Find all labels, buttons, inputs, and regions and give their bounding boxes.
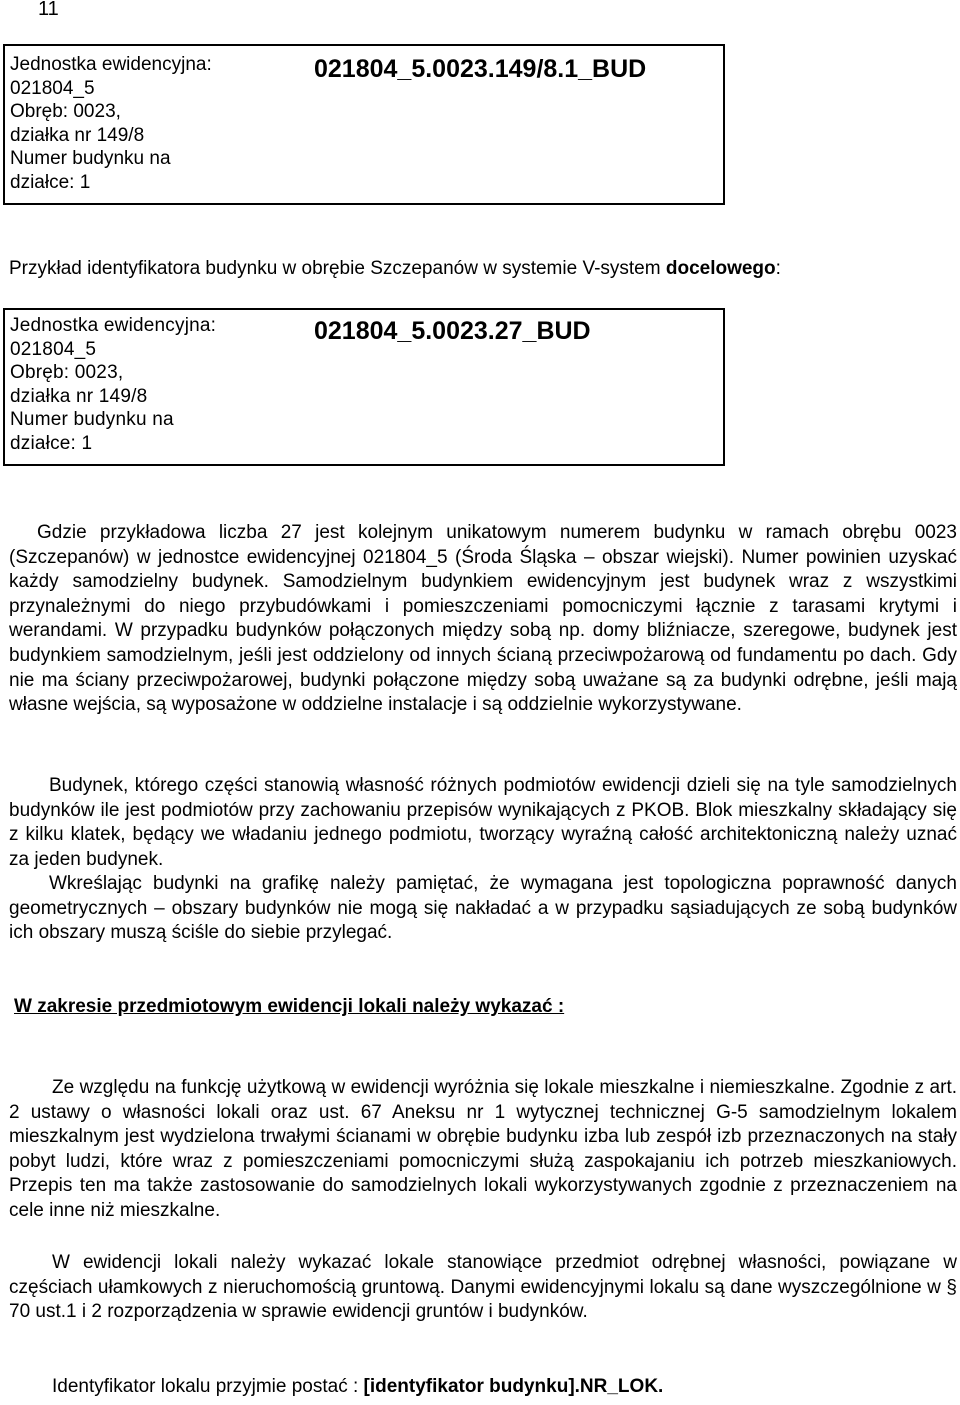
identifier-box-2 <box>3 308 725 466</box>
paragraph-ownership-text: Budynek, którego części stanowią własność różnych podmiotów ewidencji dzieli się na tyle samodzielnych budynków ile jest podmiotów przy zachowaniu przepisów wynikających z PKOB. Blok mieszkalny składający się z kilku klatek, będący we władaniu jednego podmiotu, tworzący wyraźną całość architektoniczną należy uznać za jeden budynek. <box>9 775 957 870</box>
example-heading-text: Przykład identyfikatora budynku w obrębie Szczepanów w systemie V-system <box>9 258 666 279</box>
box1-line: Obręb: 0023, <box>10 101 121 123</box>
box2-line: działka nr 149/8 <box>10 385 148 407</box>
paragraph-ownership <box>9 774 957 872</box>
example-heading-suffix: : <box>775 258 781 279</box>
box2-line: działce: 1 <box>10 432 93 454</box>
identifier-box-1-description <box>5 46 252 203</box>
page-number: 11 <box>38 0 59 20</box>
box1-line: działka nr 149/8 <box>10 124 145 146</box>
paragraph-premises-types <box>9 1076 957 1224</box>
paragraph-building-number-text: Gdzie przykładowa liczba 27 jest kolejnym unikatowym numerem budynku w ramach obrębu 0023 (Szczepanów) w jednostce ewidencyjnej 021804_5 (Środa Śląska – obszar wiejski). Numer powinien uzyskać każdy samodzielny budynek. Samodzielnym budynkiem ewidencyjnym jest budynek wraz z wszystkimi przynależnymi do niego przybudówkami i pomieszczeniami pomocniczymi łącznie z tarasami krytymi i werandami. W przypadku budynków połączonych między sobą np. domy bliźniacze, szeregowe, budynek jest budynkiem samodzielnym, jeśli jest oddzielony od innych ścianą przeciwpożarową od fundamentu po dach. Gdy nie ma ściany przeciwpożarowej, budynki połączone między sobą uważane są za budynki odrębne, jeśli mają własne wejścia, są wyposażone w oddzielne instalacje i są oddzielnie wykorzystywane. <box>9 522 957 716</box>
paragraph-premises-register <box>9 1251 957 1325</box>
box2-line: Numer budynku na <box>10 409 174 431</box>
premises-identifier-line <box>52 1376 663 1398</box>
identifier-box-1 <box>3 44 725 205</box>
box1-line: Numer budynku na <box>10 148 171 170</box>
box1-line: Jednostka ewidencyjna: <box>10 54 212 75</box>
premises-identifier-text: Identyfikator lokalu przyjmie postać : <box>52 1376 364 1397</box>
box1-line: działce: 1 <box>10 171 91 193</box>
identifier-box-2-description <box>5 310 252 464</box>
paragraph-topology-text: Wkreślając budynki na grafikę należy pamiętać, że wymagana jest topologiczna poprawność danych geometrycznych – obszary budynków nie mogą się nakładać a w przypadku sąsiadujących ze sobą budynków ich obszary muszą ściśle do siebie przylegać. <box>9 873 957 944</box>
paragraph-premises-register-text: W ewidencji lokali należy wykazać lokale stanowiące przedmiot odrębnej własności, powiązane w częściach ułamkowych z nieruchomością gruntową. Danymi ewidencyjnymi lokalu są dane wyszczególnione w § 70 ust.1 i 2 rozporządzenia w sprawie ewidencji gruntów i budynków. <box>9 1252 957 1323</box>
example-heading <box>9 258 781 280</box>
section-heading: W zakresie przedmiotowym ewidencji lokali należy wykazać : <box>14 996 565 1017</box>
paragraph-topology <box>9 872 957 946</box>
box1-line: 021804_5 <box>10 77 95 99</box>
box2-line: Jednostka ewidencyjna: <box>10 315 217 336</box>
box2-line: 021804_5 <box>10 338 97 360</box>
box2-line: Obręb: 0023, <box>10 362 124 384</box>
identifier-box-2-value: 021804_5.0023.27_BUD <box>314 317 591 345</box>
paragraph-premises-types-text: Ze względu na funkcję użytkową w ewidencji wyróżnia się lokale mieszkalne i niemieszkalne. Zgodnie z art. 2 ustawy o własności lokali oraz ust. 67 Aneksu nr 1 wytycznej technicznej G-5 samodzielnym lokalem mieszkalnym jest wydzielona trwałymi ścianami w obrębie budynku izba lub zespół izb przeznaczonych na stały pobyt ludzi, które wraz z pomieszczeniami pomocniczymi służą zaspokajaniu ich potrzeb mieszkaniowych. Przepis ten ma także zastosowanie do samodzielnych lokali wykorzystywanych zgodnie z przeznaczeniem na cele inne niż mieszkalne. <box>9 1077 957 1221</box>
example-heading-bold: docelowego <box>665 258 776 279</box>
premises-identifier-format: [identyfikator budynku].NR_LOK. <box>363 1376 664 1397</box>
paragraph-building-number <box>9 521 957 718</box>
identifier-box-1-value: 021804_5.0023.149/8.1_BUD <box>314 55 647 83</box>
